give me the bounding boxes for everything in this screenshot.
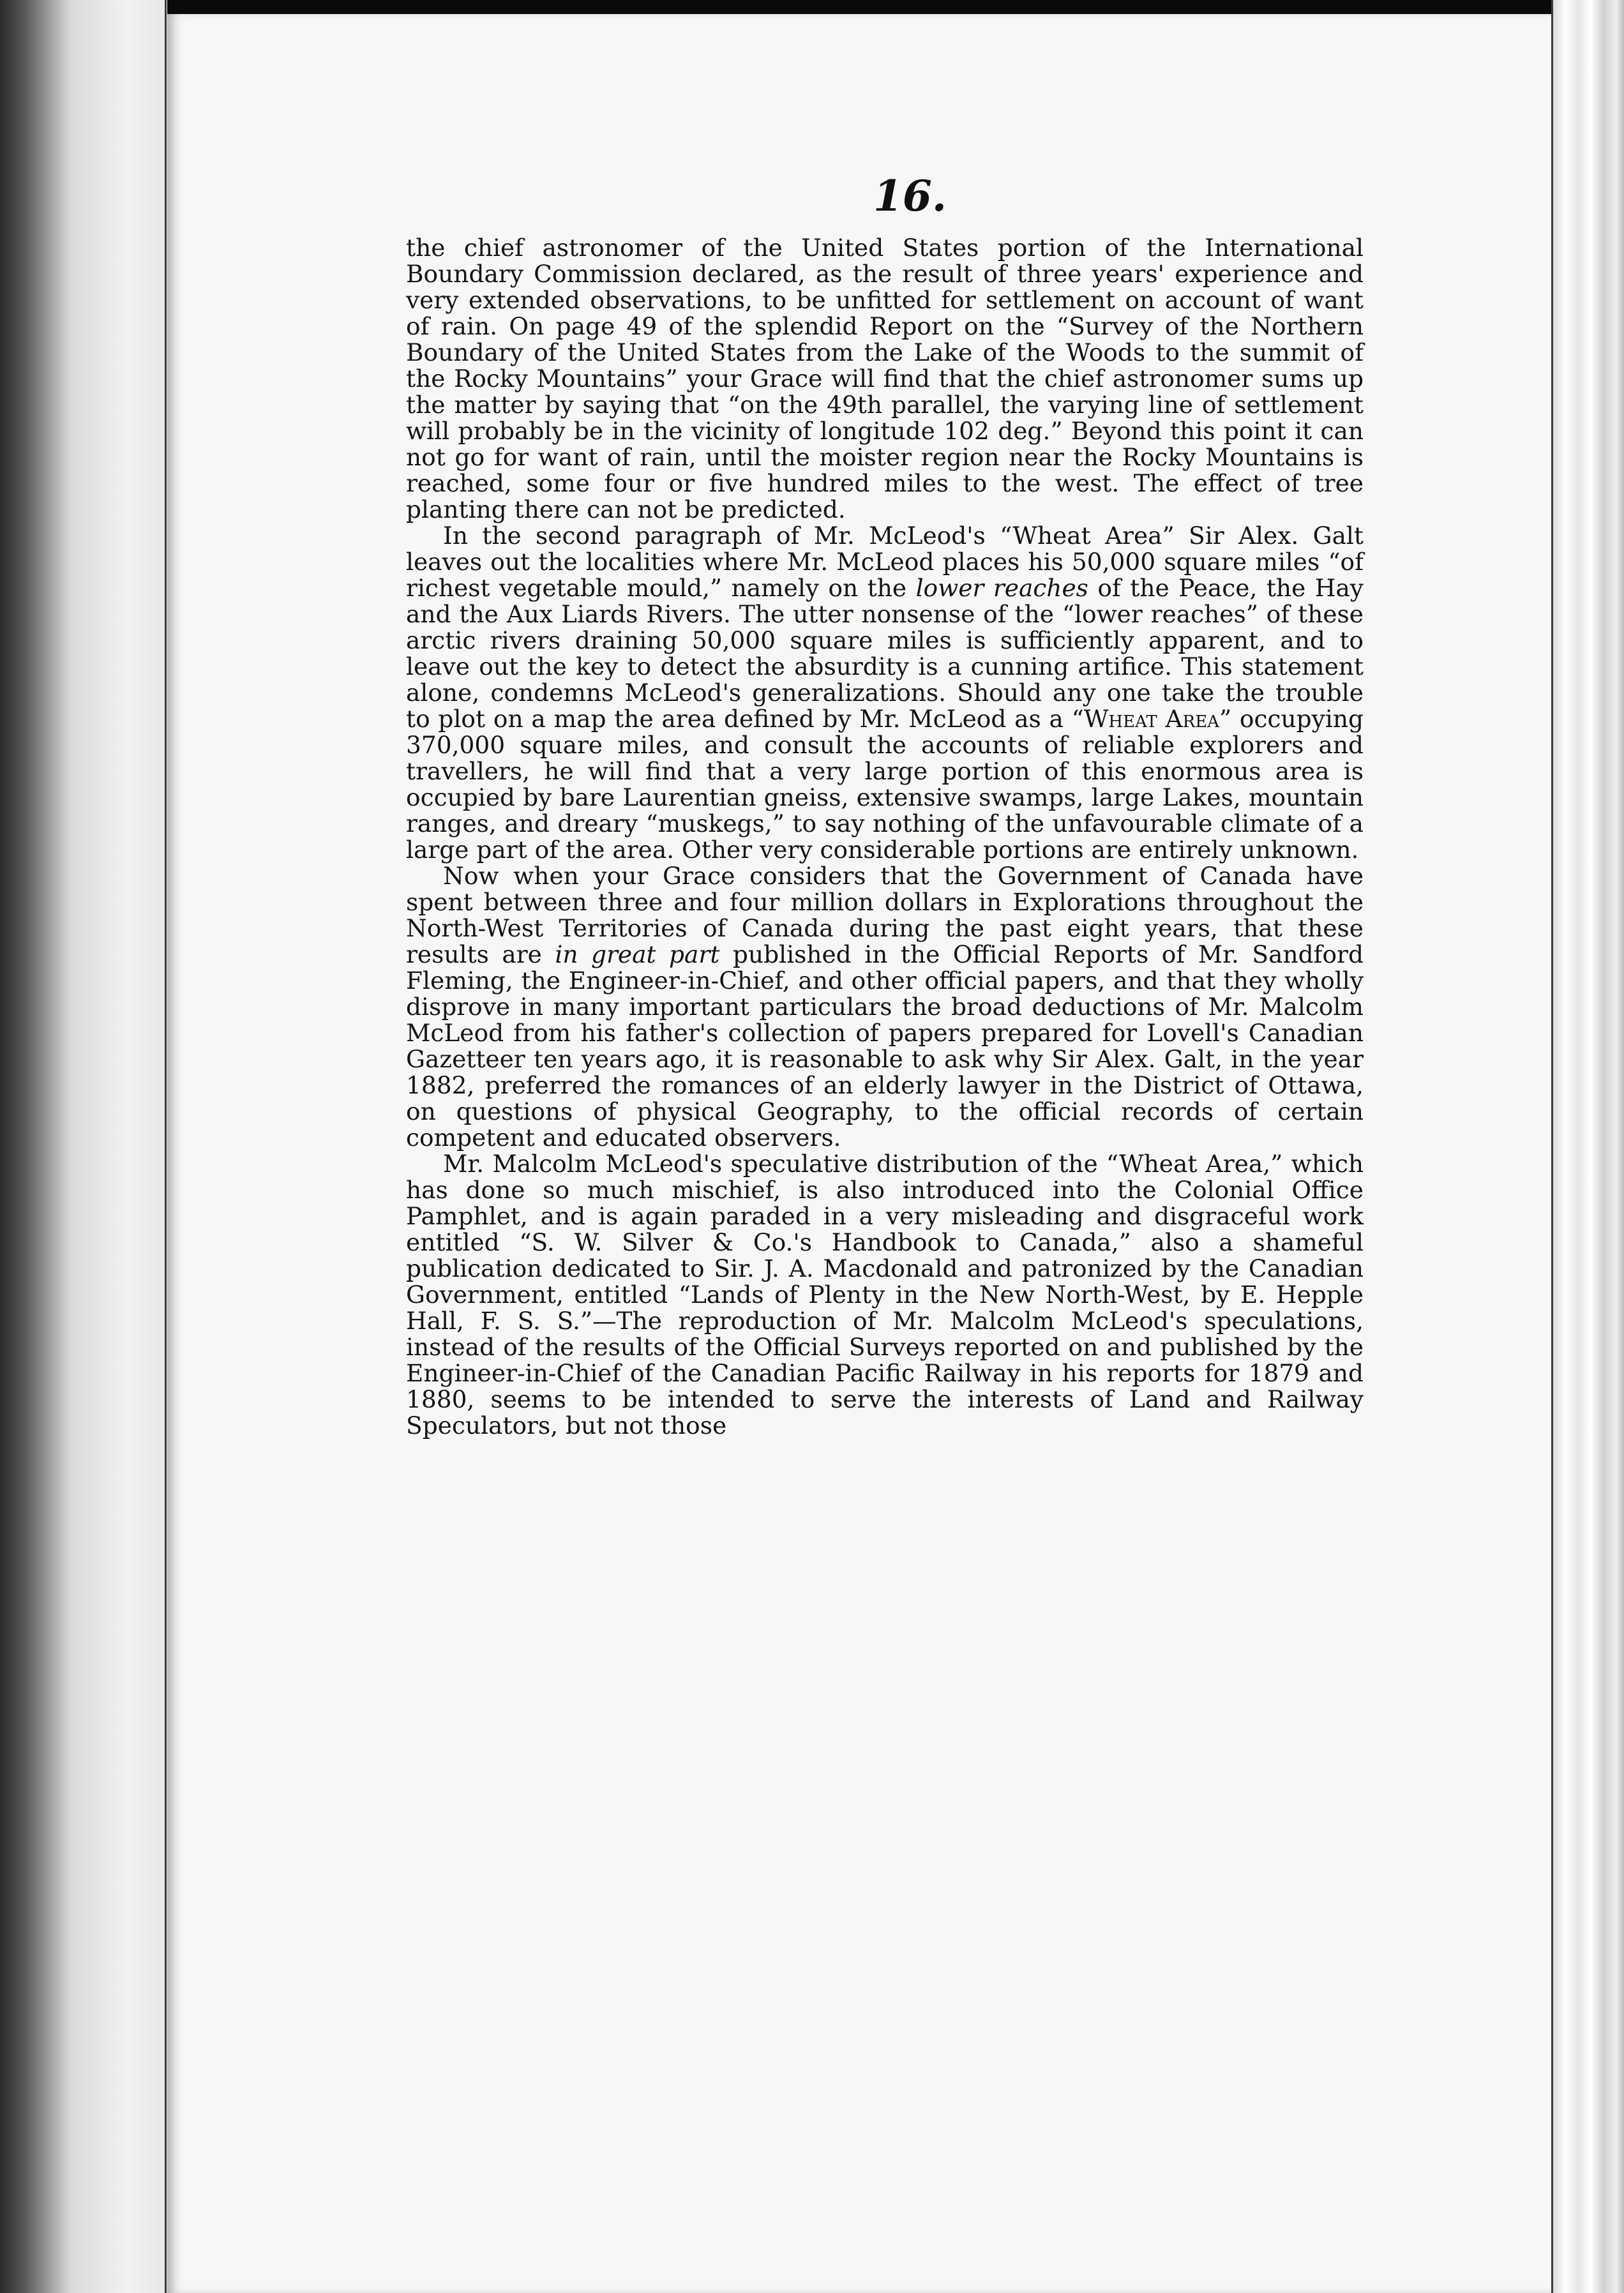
paragraph-3: [406, 863, 1364, 1151]
page-edge-right: [1551, 0, 1553, 2293]
smallcaps-phrase: Wheat Area: [1083, 705, 1219, 733]
text-segment: Now when your Grace considers that the Government of Canada have spent between three and four million dollars in Explorations throughout the North-West Territories of Canada during the past eight years, that these results are: [406, 862, 1364, 968]
page-stack-right: [1553, 0, 1624, 2293]
page-number: 16.: [873, 171, 947, 221]
italic-phrase: in great part: [555, 940, 720, 968]
body-text: [406, 235, 1364, 1439]
page-edge-left: [165, 0, 167, 2293]
text-segment: of the Peace, the Hay and the Aux Liards Rivers. The utter nonsense of the “lower reaches” of these arctic rivers draining 50,000 square miles is sufficiently apparent, and to leave out the key to detect the absurdity is a cunning artifice. This statement alone, condemns McLeod's generalizations. Should any one take the trouble to plot on a map the area defined by Mr. McLeod as a “: [406, 574, 1364, 733]
adjacent-page-left: [0, 0, 167, 2293]
paragraph-2: [406, 523, 1364, 863]
text-segment: published in the Official Reports of Mr. Sandford Fleming, the Engineer-in-Chief, and other official papers, and that they wholly disprove in many important particulars the broad deductions of Mr. Malcolm McLeod from his father's collection of papers prepared for Lovell's Canadian Gazetteer ten years ago, it is reasonable to ask why Sir Alex. Galt, in the year 1882, preferred the romances of an elderly lawyer in the District of Ottawa, on questions of physical Geography, to the official records of certain competent and educated observers.: [406, 940, 1364, 1152]
text-segment: the chief astronomer of the United States portion of the International Boundary Commission declared, as the result of three years' experience and very extended observations, to be unfitted for settlement on account of want of rain. On page 49 of the splendid Report on the “Survey of the Northern Boundary of the United States from the Lake of the Woods to the summit of the Rocky Mountains” your Grace will find that the chief astronomer sums up the matter by saying that “on the 49th parallel, the varying line of settlement will probably be in the vicinity of longitude 102 deg.” Beyond this point it can not go for want of rain, until the moister region near the Rocky Mountains is reached, some four or five hundred miles to the west. The effect of tree planting there can not be predicted.: [406, 234, 1364, 523]
text-segment: In the second paragraph of Mr. McLeod's “Wheat Area” Sir Alex. Galt leaves out the localities where Mr. McLeod places his 50,000 square miles “of richest vegetable mould,” namely on the: [406, 522, 1364, 602]
italic-phrase: lower reaches: [915, 574, 1088, 602]
paragraph-4: [406, 1151, 1364, 1439]
paragraph-1: [406, 235, 1364, 523]
text-segment: Mr. Malcolm McLeod's speculative distribution of the “Wheat Area,” which has done so much mischief, is also introduced into the Colonial Office Pamphlet, and is again paraded in a very misleading and disgraceful work entitled “S. W. Silver & Co.'s Handbook to Canada,” also a shameful publication dedicated to Sir. J. A. Macdonald and patronized by the Canadian Government, entitled “Lands of Plenty in the New North-West, by E. Hepple Hall, F. S. S.”—The reproduction of Mr. Malcolm McLeod's speculations, instead of the results of the Official Surveys reported on and published by the Engineer-in-Chief of the Canadian Pacific Railway in his reports for 1879 and 1880, seems to be intended to serve the interests of Land and Railway Speculators, but not those: [406, 1150, 1364, 1440]
text-segment: ” occupying 370,000 square miles, and consult the accounts of reliable explorers and travellers, he will find that a very large portion of this enormous area is occupied by bare Laurentian gneiss, extensive swamps, large Lakes, mountain ranges, and dreary “muskegs,” to say nothing of the unfavourable climate of a large part of the area. Other very considerable portions are entirely unknown.: [406, 705, 1364, 864]
